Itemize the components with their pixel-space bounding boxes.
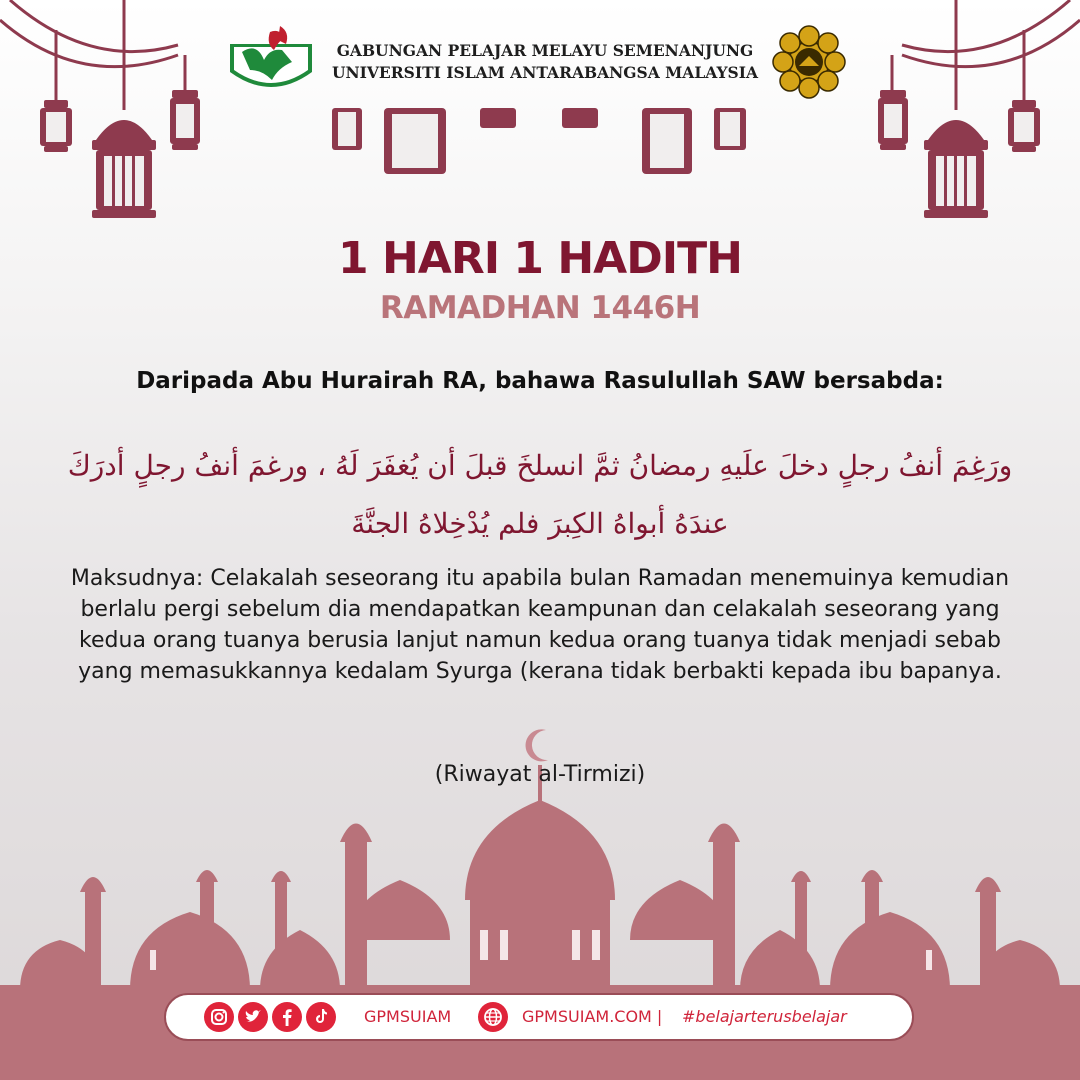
tiktok-icon[interactable] [306, 1002, 336, 1032]
hadith-meaning: Maksudnya: Celakalah seseorang itu apabila bulan Ramadan menemuinya kemudian berlalu pergi sebelum dia mendapatkan keampunan dan celakalah seseorang yang kedua orang tuanya berusia lanjut namun kedua orang tuanya tidak menjadi sebab yang memasukkannya kedalam Syurga (kerana tidak berbakti kepada ibu bapanya. [70, 566, 1010, 684]
hashtag: #belajarterusbelajar [682, 1007, 847, 1026]
website-link[interactable]: GPMSUIAM.COM | [522, 1007, 663, 1026]
instagram-icon[interactable] [204, 1002, 234, 1032]
arabic-line-2: عندَهُ أبواهُ الكِبرَ فلم يُدْخِلاهُ الجنَّةَ [351, 507, 729, 540]
hashtag-wrap [682, 1007, 847, 1026]
hadith-source: (Riwayat al-Tirmizi) [434, 762, 646, 787]
arabic-line-1: ورَغِمَ أنفُ رجلٍ دخلَ علَيهِ رمضانُ ثمَّ انسلخَ قبلَ أن يُغفَرَ لَهُ ، ورغمَ أنفُ رجلٍ أدرَكَ [67, 449, 1013, 482]
org-line-1: GABUNGAN PELAJAR MELAYU SEMENANJUNG [336, 41, 754, 60]
social-handle[interactable]: GPMSUIAM [364, 1007, 452, 1026]
twitter-icon[interactable] [238, 1002, 268, 1032]
org-line-2: UNIVERSITI ISLAM ANTARABANGSA MALAYSIA [331, 63, 759, 82]
facebook-icon[interactable] [272, 1002, 302, 1032]
globe-icon[interactable] [478, 1002, 508, 1032]
page-subtitle: RAMADHAN 1446H [379, 290, 701, 326]
narrator-line: Daripada Abu Hurairah RA, bahawa Rasulullah SAW bersabda: [136, 368, 944, 394]
page-title: 1 HARI 1 HADITH [338, 233, 742, 284]
footer-bar [164, 993, 914, 1041]
